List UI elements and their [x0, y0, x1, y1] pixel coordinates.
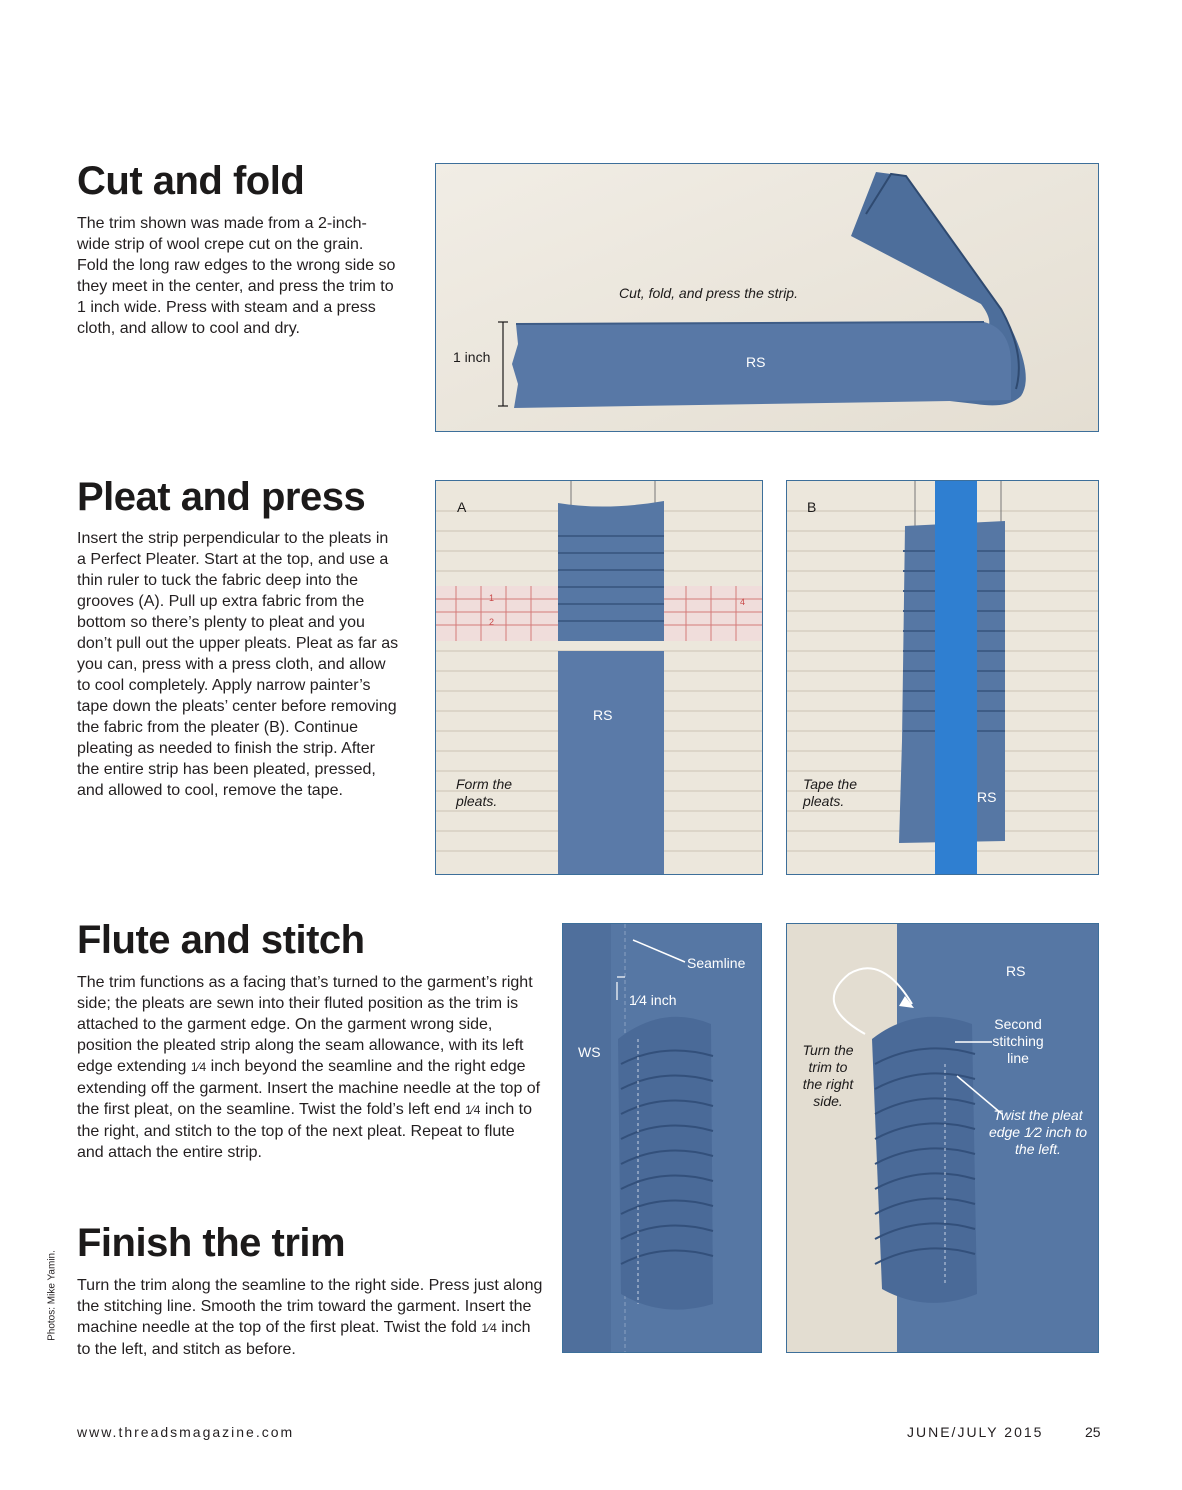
- finish-fraction: 1⁄4: [481, 1321, 497, 1335]
- section-title-pleat-and-press: Pleat and press: [77, 475, 366, 519]
- turn-line-3: the right: [802, 1076, 854, 1092]
- right-side-label-b: RS: [977, 789, 997, 805]
- finish-body-part-1: Turn the trim along the seamline to the right side. Press just along the stitching line. Smooth the trim toward the garment. Insert the machine needle at the top of the first pleat. Twist the fold: [77, 1277, 543, 1336]
- caption-b-line-1: Tape the: [803, 776, 857, 792]
- twist-line-2: edge 1⁄2 inch to: [988, 1124, 1088, 1140]
- caption-b-line-2: pleats.: [803, 793, 845, 809]
- turn-trim-caption: [797, 1042, 859, 1110]
- second-line-2: stitching: [992, 1033, 1044, 1049]
- flute-body-part-2: inch beyond the seamline and the right edge extending off the garment. Insert the machine needle at the top of the first pleat, on the seamline. Twist the fold’s left end: [77, 1058, 541, 1118]
- turn-line-4: side.: [813, 1093, 843, 1109]
- section-title-cut-and-fold: Cut and fold: [77, 159, 305, 203]
- twist-pleat-caption: [983, 1107, 1093, 1158]
- seamline-label: Seamline: [687, 955, 746, 971]
- section-body-cut-and-fold: The trim shown was made from a 2-inch-wide strip of wool crepe cut on the grain. Fold the long raw edges to the wrong side so they meet in the center, and press the trim to 1 inch wide. Press with steam and a press cloth, and allow to cool and dry.: [77, 215, 396, 337]
- caption-cut-and-fold: Cut, fold, and press the strip.: [619, 285, 798, 301]
- caption-a-line-1: Form the: [456, 776, 513, 792]
- pleater-a-illustration: [436, 481, 763, 875]
- photo-b-tape-pleats: [786, 480, 1099, 875]
- measure-label: 1 inch: [453, 349, 491, 365]
- flute-fraction-2: 1⁄4: [465, 1103, 481, 1117]
- photo-wrong-side-stitching: [562, 923, 762, 1353]
- photo-letter-a: A: [457, 499, 467, 515]
- flute-body-part-3: inch to the right, and stitch to the top of the next pleat. Repeat to flute and attach the entire strip.: [77, 1101, 533, 1161]
- flute-body-part-1: The trim functions as a facing that’s turned to the garment’s right side; the pleats are sewn into their fluted position as the trim is attached to the garment edge. On the garment wrong side, position the pleated strip along the seam allowance, with its left edge extending: [77, 974, 533, 1075]
- pleater-b-illustration: [787, 481, 1099, 875]
- caption-a: [456, 776, 512, 810]
- photo-credit: Photos: Mike Yamin.: [46, 1250, 58, 1341]
- twist-line-3: the left.: [1015, 1141, 1061, 1157]
- right-side-label-a: RS: [593, 707, 613, 723]
- right-side-label-final: RS: [1006, 963, 1026, 979]
- section-body-flute-and-stitch: [77, 972, 542, 1163]
- second-stitching-line-label: [983, 1016, 1053, 1067]
- ruler-mark-4: 4: [740, 597, 746, 607]
- footer-url: www.threadsmagazine.com: [77, 1424, 295, 1440]
- flute-fraction-1: 1⁄4: [190, 1060, 207, 1074]
- quarter-inch-label: 1⁄4 inch: [629, 992, 677, 1008]
- photo-a-form-pleats: [435, 480, 763, 875]
- footer-page-number: 25: [1085, 1424, 1101, 1440]
- section-body-pleat-and-press: Insert the strip perpendicular to the pleats in a Perfect Pleater. Start at the top, and use a thin ruler to tuck the fabric deep into the grooves (A). Pull up extra fabric from the bottom so there’s plenty to pleat and you don’t pull out the upper pleats. Pleat as far as you can, press with a press cloth, and allow to cool completely. Apply narrow painter’s tape down the pleats’ center before removing the fabric from the pleater (B). Continue pleating as needed to finish the strip. After the entire strip has been pleated, pressed, and allowed to cool, remove the tape.: [77, 530, 399, 799]
- photo-right-side-stitching: [786, 923, 1099, 1353]
- photo-cut-and-fold: [435, 163, 1099, 432]
- right-side-label: RS: [746, 354, 766, 370]
- turn-line-2: trim to: [808, 1059, 848, 1075]
- caption-b: [803, 776, 857, 810]
- wrong-side-label: WS: [578, 1044, 601, 1060]
- section-title-flute-and-stitch: Flute and stitch: [77, 918, 365, 962]
- ruler-mark-1: 1: [489, 593, 495, 603]
- section-title-finish-the-trim: Finish the trim: [77, 1221, 346, 1265]
- caption-a-line-2: pleats.: [456, 793, 498, 809]
- second-line-1: Second: [994, 1016, 1042, 1032]
- second-line-3: line: [1007, 1050, 1029, 1066]
- ruler-mark-2: 2: [489, 617, 495, 627]
- twist-line-1: Twist the pleat: [993, 1107, 1083, 1123]
- finish-body-part-2: inch to the left, and stitch as before.: [77, 1319, 531, 1358]
- footer-issue: JUNE/JULY 2015: [907, 1424, 1044, 1440]
- wrong-side-illustration: [563, 924, 762, 1353]
- section-body-finish-the-trim: [77, 1275, 547, 1360]
- photo-letter-b: B: [807, 499, 817, 515]
- turn-line-1: Turn the: [802, 1042, 854, 1058]
